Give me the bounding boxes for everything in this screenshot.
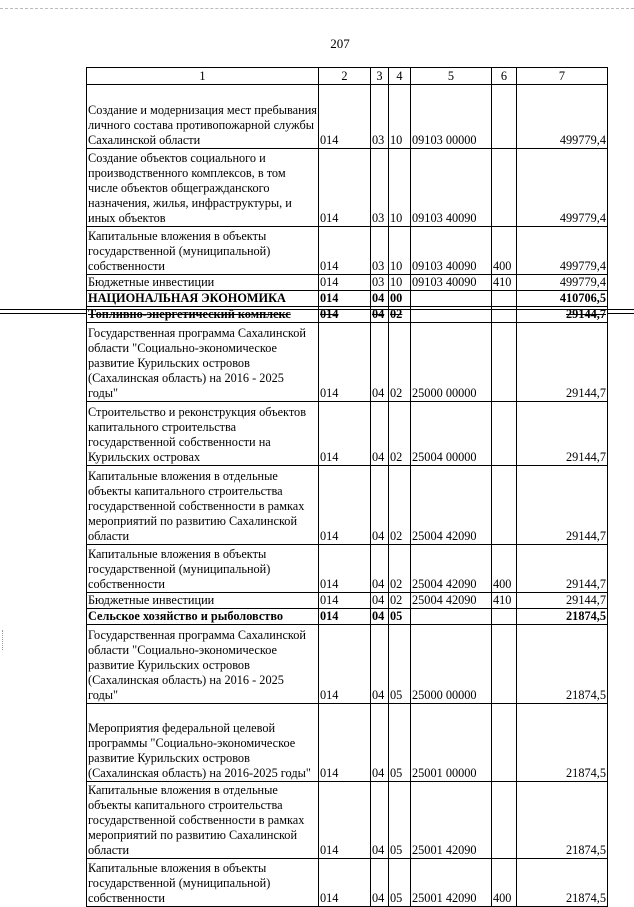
table-row (87, 545, 608, 593)
row-section-code: 04 (371, 704, 389, 782)
row-section-code: 03 (371, 149, 389, 227)
header-col-6: 6 (492, 68, 517, 85)
row-amount: 499779,4 (517, 227, 608, 275)
row-ministry-code: 014 (319, 466, 371, 545)
row-section-code: 04 (371, 609, 389, 625)
row-target-code (411, 609, 492, 625)
row-expense-kind: 400 (492, 859, 517, 907)
row-target-code: 09103 40090 (411, 149, 492, 227)
row-subsection-code: 02 (389, 593, 411, 609)
table-row (87, 323, 608, 402)
row-expense-kind (492, 782, 517, 859)
table-row (87, 227, 608, 275)
row-name: Топливно-энергетический комплекс (87, 307, 319, 323)
table-row (87, 859, 608, 907)
row-subsection-code: 00 (389, 291, 411, 307)
row-amount: 29144,7 (517, 323, 608, 402)
table-row (87, 466, 608, 545)
row-ministry-code: 014 (319, 782, 371, 859)
row-name: Капитальные вложения в объекты государственной (муниципальной) собственности (87, 859, 319, 907)
row-ministry-code: 014 (319, 307, 371, 323)
table-header-row (87, 68, 608, 85)
row-amount: 21874,5 (517, 609, 608, 625)
table-row (87, 275, 608, 291)
row-section-code: 04 (371, 625, 389, 704)
table-row (87, 704, 608, 782)
row-section-code: 03 (371, 275, 389, 291)
table-row (87, 85, 608, 149)
row-target-code: 25004 42090 (411, 466, 492, 545)
page-number: 207 (330, 36, 350, 51)
row-section-code: 04 (371, 323, 389, 402)
row-ministry-code: 014 (319, 227, 371, 275)
row-amount: 410706,5 (517, 291, 608, 307)
strike-line (0, 309, 634, 310)
row-target-code: 25004 00000 (411, 402, 492, 466)
row-ministry-code: 014 (319, 323, 371, 402)
row-expense-kind (492, 85, 517, 149)
row-ministry-code: 014 (319, 85, 371, 149)
row-subsection-code: 10 (389, 227, 411, 275)
row-target-code: 25001 42090 (411, 859, 492, 907)
row-expense-kind (492, 149, 517, 227)
row-amount: 29144,7 (517, 307, 608, 323)
row-expense-kind: 400 (492, 227, 517, 275)
row-amount: 21874,5 (517, 704, 608, 782)
row-ministry-code: 014 (319, 291, 371, 307)
table-row (87, 625, 608, 704)
row-target-code: 09103 40090 (411, 275, 492, 291)
row-ministry-code: 014 (319, 704, 371, 782)
row-expense-kind (492, 609, 517, 625)
row-subsection-code: 05 (389, 609, 411, 625)
row-name: Создание и модернизация мест пребывания личного состава противопожарной службы Сахалинской области (87, 85, 319, 149)
row-amount: 21874,5 (517, 625, 608, 704)
budget-table (86, 67, 608, 907)
row-section-code: 04 (371, 593, 389, 609)
row-name: Создание объектов социального и производственного комплексов, в том числе объектов общегражданского назначения, жилья, инфраструктуры, и иных объектов (87, 149, 319, 227)
row-name: Мероприятия федеральной целевой программы "Социально-экономическое развитие Курильских островов (Сахалинская область) на 2016-2025 годы" (87, 704, 319, 782)
row-ministry-code: 014 (319, 859, 371, 907)
row-expense-kind (492, 402, 517, 466)
row-target-code (411, 291, 492, 307)
row-amount: 29144,7 (517, 593, 608, 609)
row-name: НАЦИОНАЛЬНАЯ ЭКОНОМИКА (87, 291, 319, 307)
strike-line-lower-right (607, 313, 634, 314)
row-section-code: 03 (371, 227, 389, 275)
row-target-code: 25000 00000 (411, 625, 492, 704)
row-expense-kind (492, 466, 517, 545)
row-target-code: 09103 00000 (411, 85, 492, 149)
row-section-code: 04 (371, 545, 389, 593)
row-expense-kind: 410 (492, 275, 517, 291)
row-subsection-code: 10 (389, 275, 411, 291)
header-col-3: 3 (371, 68, 389, 85)
row-name: Строительство и реконструкция объектов капитального строительства государственной собственности на Курильских островах (87, 402, 319, 466)
row-subsection-code: 02 (389, 323, 411, 402)
row-expense-kind (492, 323, 517, 402)
row-subsection-code: 10 (389, 149, 411, 227)
row-subsection-code: 02 (389, 466, 411, 545)
row-subsection-code: 02 (389, 307, 411, 323)
table-row (87, 593, 608, 609)
row-section-code: 04 (371, 859, 389, 907)
row-name: Государственная программа Сахалинской области "Социально-экономическое развитие Курильских островов (Сахалинская область) на 2016 - 2025 годы" (87, 625, 319, 704)
row-expense-kind: 410 (492, 593, 517, 609)
row-section-code: 04 (371, 402, 389, 466)
row-subsection-code: 10 (389, 85, 411, 149)
row-target-code: 25004 42090 (411, 593, 492, 609)
row-name: Капитальные вложения в отдельные объекты капитального строительства государственной собственности в рамках мероприятий по развитию Сахалинской области (87, 466, 319, 545)
row-name: Капитальные вложения в отдельные объекты капитального строительства государственной собственности в рамках мероприятий по развитию Сахалинской области (87, 782, 319, 859)
row-amount: 499779,4 (517, 149, 608, 227)
header-col-7: 7 (517, 68, 608, 85)
row-subsection-code: 05 (389, 625, 411, 704)
row-amount: 499779,4 (517, 275, 608, 291)
row-ministry-code: 014 (319, 275, 371, 291)
row-expense-kind: 400 (492, 545, 517, 593)
row-name: Государственная программа Сахалинской области "Социально-экономическое развитие Курильских островов (Сахалинская область) на 2016 - 2025 годы" (87, 323, 319, 402)
row-target-code: 25001 42090 (411, 782, 492, 859)
row-subsection-code: 05 (389, 704, 411, 782)
row-target-code: 25004 42090 (411, 545, 492, 593)
row-section-code: 04 (371, 291, 389, 307)
row-name: Бюджетные инвестиции (87, 275, 319, 291)
row-name: Бюджетные инвестиции (87, 593, 319, 609)
row-section-code: 04 (371, 466, 389, 545)
row-expense-kind (492, 625, 517, 704)
row-ministry-code: 014 (319, 625, 371, 704)
header-col-4: 4 (389, 68, 411, 85)
row-expense-kind (492, 291, 517, 307)
row-subsection-code: 05 (389, 782, 411, 859)
row-ministry-code: 014 (319, 402, 371, 466)
row-name: Капитальные вложения в объекты государственной (муниципальной) собственности (87, 545, 319, 593)
top-edge-rule (0, 8, 634, 9)
strike-line-lower (0, 313, 86, 314)
row-ministry-code: 014 (319, 149, 371, 227)
row-amount: 29144,7 (517, 466, 608, 545)
row-name: Сельское хозяйство и рыболовство (87, 609, 319, 625)
row-section-code: 04 (371, 307, 389, 323)
header-col-2: 2 (319, 68, 371, 85)
table-row (87, 291, 608, 307)
header-col-1: 1 (87, 68, 319, 85)
row-subsection-code: 02 (389, 402, 411, 466)
table-row (87, 609, 608, 625)
row-target-code: 09103 40090 (411, 227, 492, 275)
row-ministry-code: 014 (319, 593, 371, 609)
row-section-code: 03 (371, 85, 389, 149)
table-row (87, 782, 608, 859)
row-amount: 29144,7 (517, 545, 608, 593)
row-amount: 499779,4 (517, 85, 608, 149)
row-subsection-code: 02 (389, 545, 411, 593)
row-name: Капитальные вложения в объекты государственной (муниципальной) собственности (87, 227, 319, 275)
row-target-code: 25000 00000 (411, 323, 492, 402)
header-col-5: 5 (411, 68, 492, 85)
row-expense-kind (492, 704, 517, 782)
row-amount: 21874,5 (517, 782, 608, 859)
row-target-code: 25001 00000 (411, 704, 492, 782)
table-row (87, 149, 608, 227)
row-section-code: 04 (371, 782, 389, 859)
margin-mark (2, 630, 5, 650)
row-amount: 21874,5 (517, 859, 608, 907)
row-ministry-code: 014 (319, 545, 371, 593)
row-ministry-code: 014 (319, 609, 371, 625)
row-amount: 29144,7 (517, 402, 608, 466)
row-subsection-code: 05 (389, 859, 411, 907)
table-row (87, 402, 608, 466)
